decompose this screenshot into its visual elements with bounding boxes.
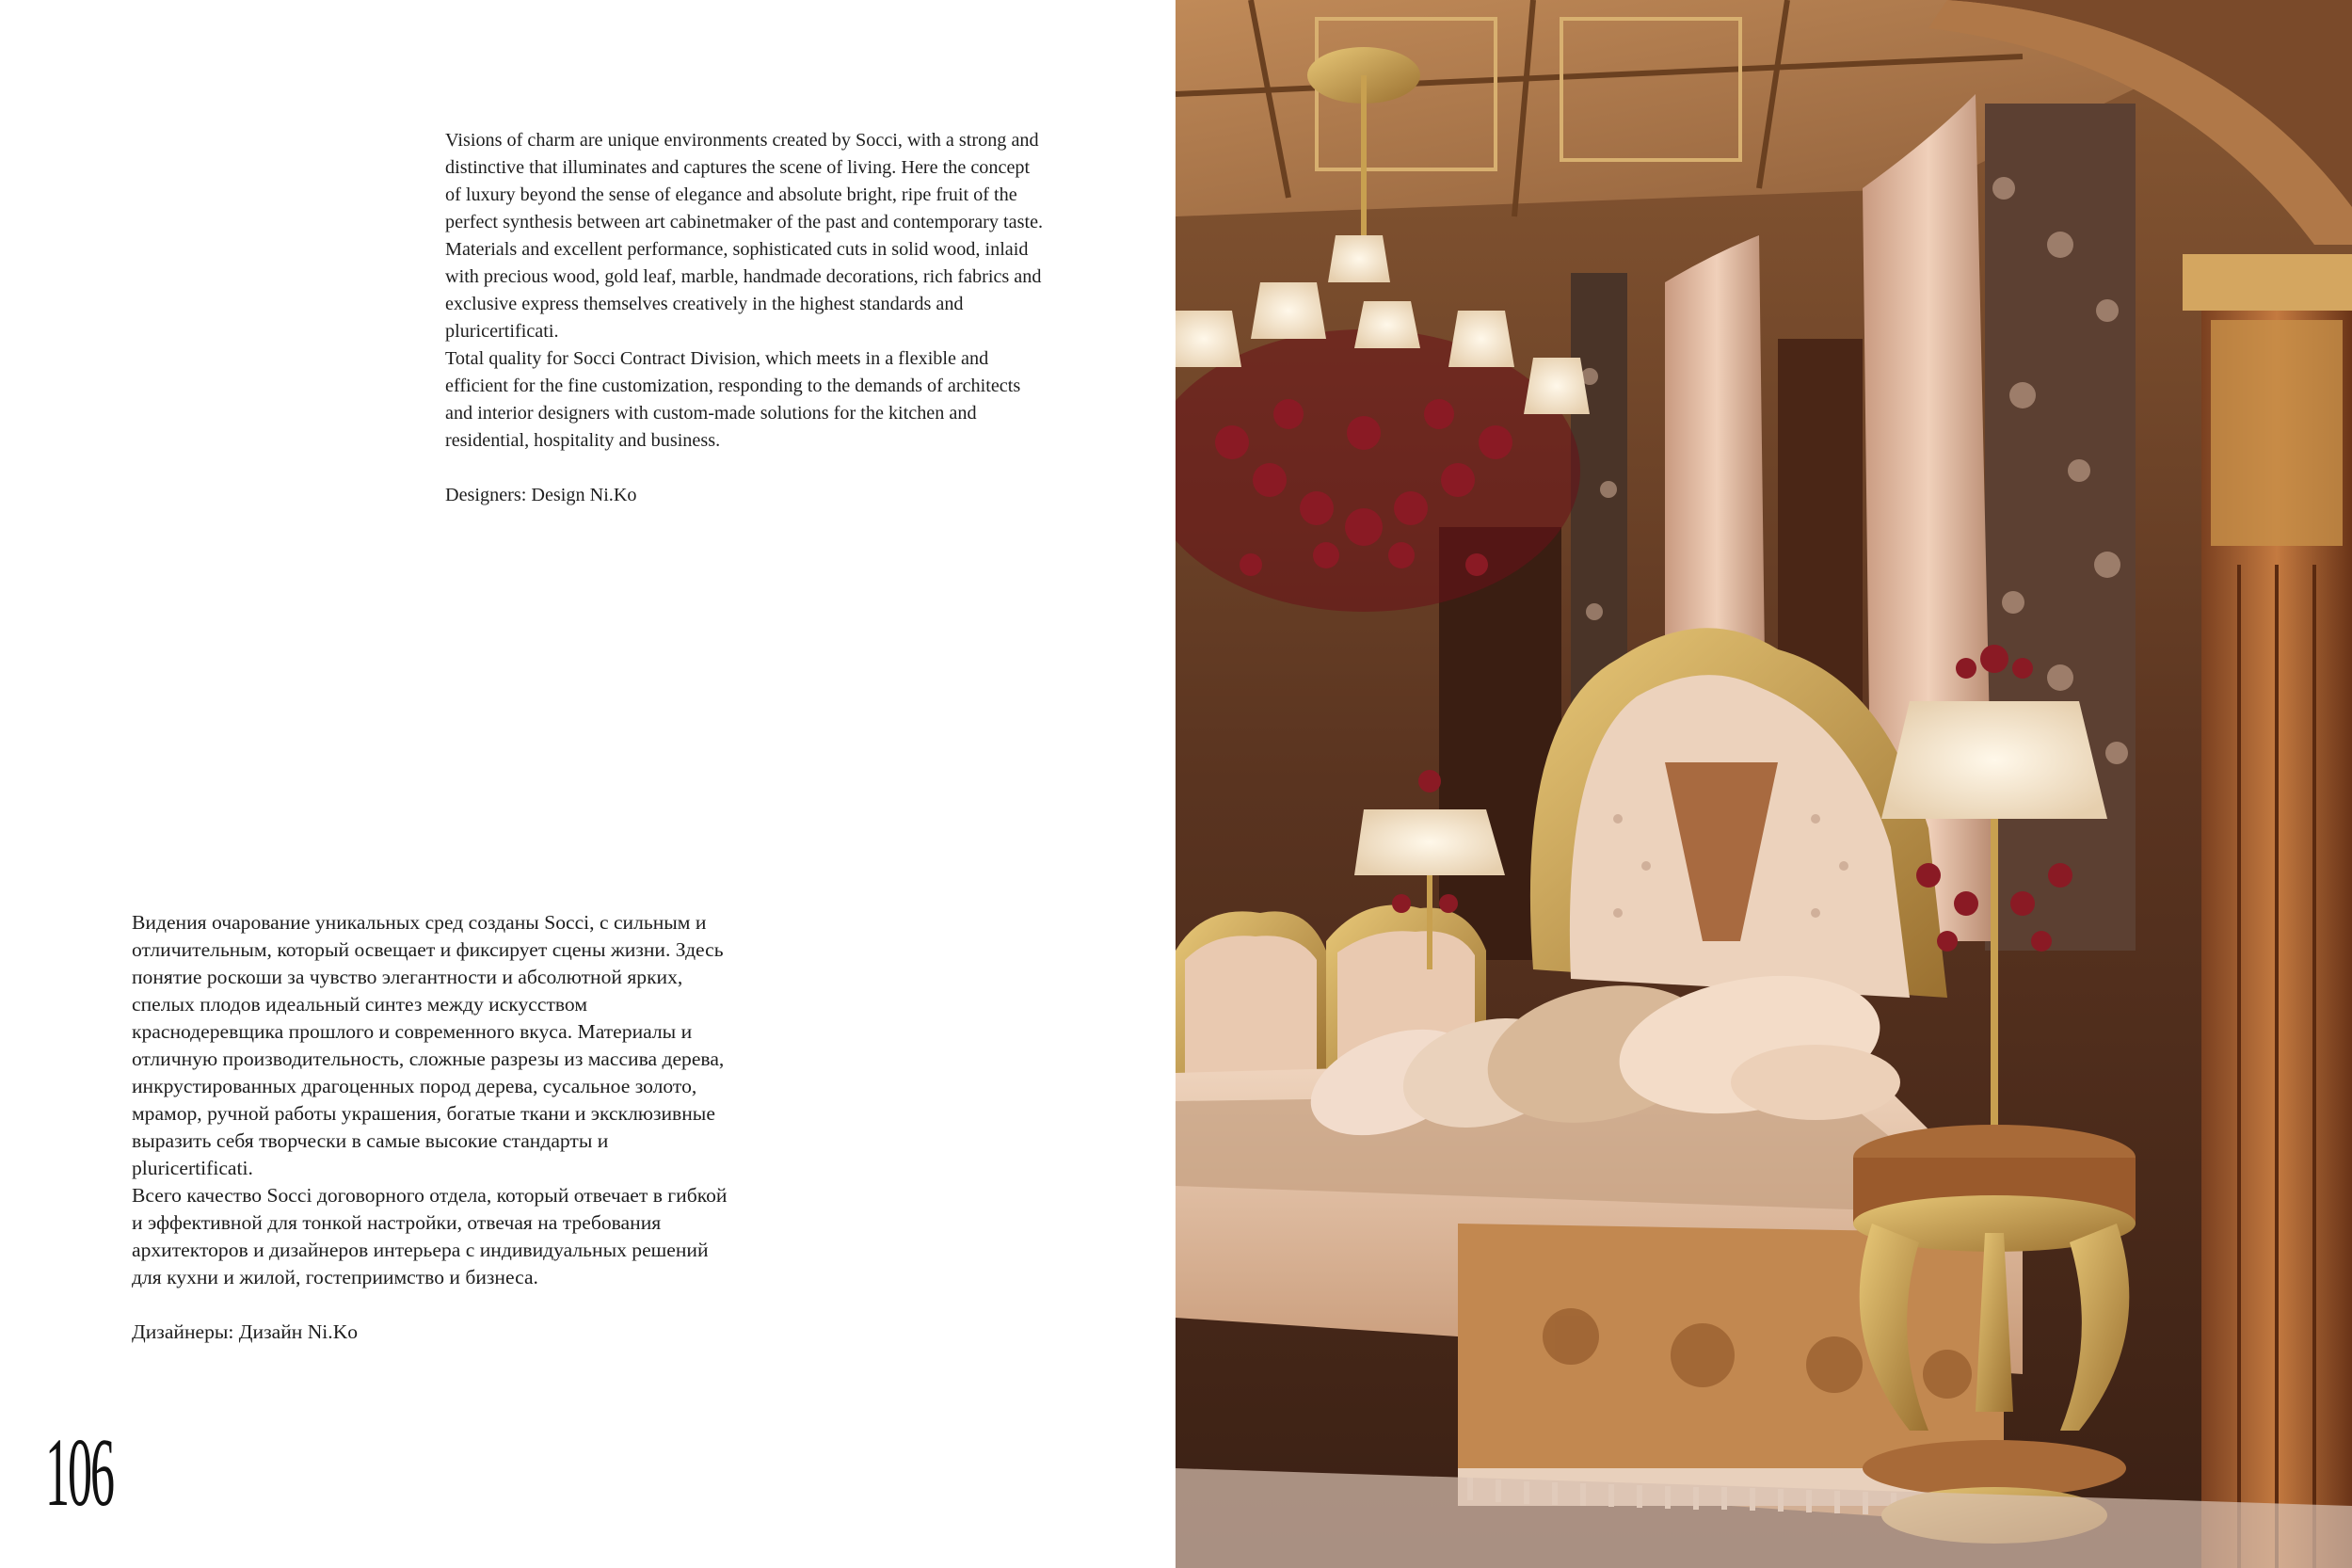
nightstand — [1853, 1125, 2136, 1544]
page-number: 106 — [45, 1418, 113, 1527]
english-paragraph-2: Total quality for Socci Contract Division, which meets in a flexible and efficient for the fine customization, responding to the demands of architects and interior designers with custom-made solutions for the kitchen and residential, hospitality and business. — [445, 348, 1021, 451]
english-paragraph-1: Visions of charm are unique environments created by Socci, with a strong and distinctive that illuminates and captures the scene of living. Here the concept of luxury beyond the sense of elegance and absolute bright, ripe fruit of the perfect synthesis between art cabinetmaker of the past and contemporary taste. Materials and excellent performance, sophisticated cuts in solid wood, inlaid with precious wood, gold leaf, marble, handmade decorations, rich fabrics and exclusive express themselves creatively in the highest standards and pluricertificati. — [445, 130, 1044, 342]
russian-paragraph-1: Видения очарование уникальных сред созданы Socci, с сильным и отличительным, который освещает и фиксирует сцены жизни. Здесь понятие роскоши за чувство элегантности и абсолютной ярких, спелых плодов идеальный синтез между искусством краснодеревщика прошлого и современного вкуса. Материалы и отличную производительность, сложные разрезы из массива дерева, инкрустированных драгоценных пород дерева, сусальное золото, мрамор, ручной работы украшения, богатые ткани и эксклюзивные выразить себя творчески в самые высокие стандарты и pluricertificati. — [132, 911, 725, 1179]
english-designers-credit: Designers: Design Ni.Ko — [445, 485, 637, 505]
english-text-block — [445, 127, 1048, 509]
bedroom-photo — [1176, 0, 2352, 1568]
russian-text-block — [132, 909, 734, 1346]
damask-panel-right — [1985, 104, 2136, 951]
russian-designers-credit: Дизайнеры: Дизайн Ni.Ko — [132, 1320, 359, 1343]
russian-paragraph-2: Всего качество Socci договорного отдела, который отвечает в гибкой и эффективной для тонкой настройки, отвечая на требования архитекторов и дизайнеров интерьера с индивидуальных решений для кухни и жилой, гостеприимство и бизнеса. — [132, 1184, 728, 1288]
